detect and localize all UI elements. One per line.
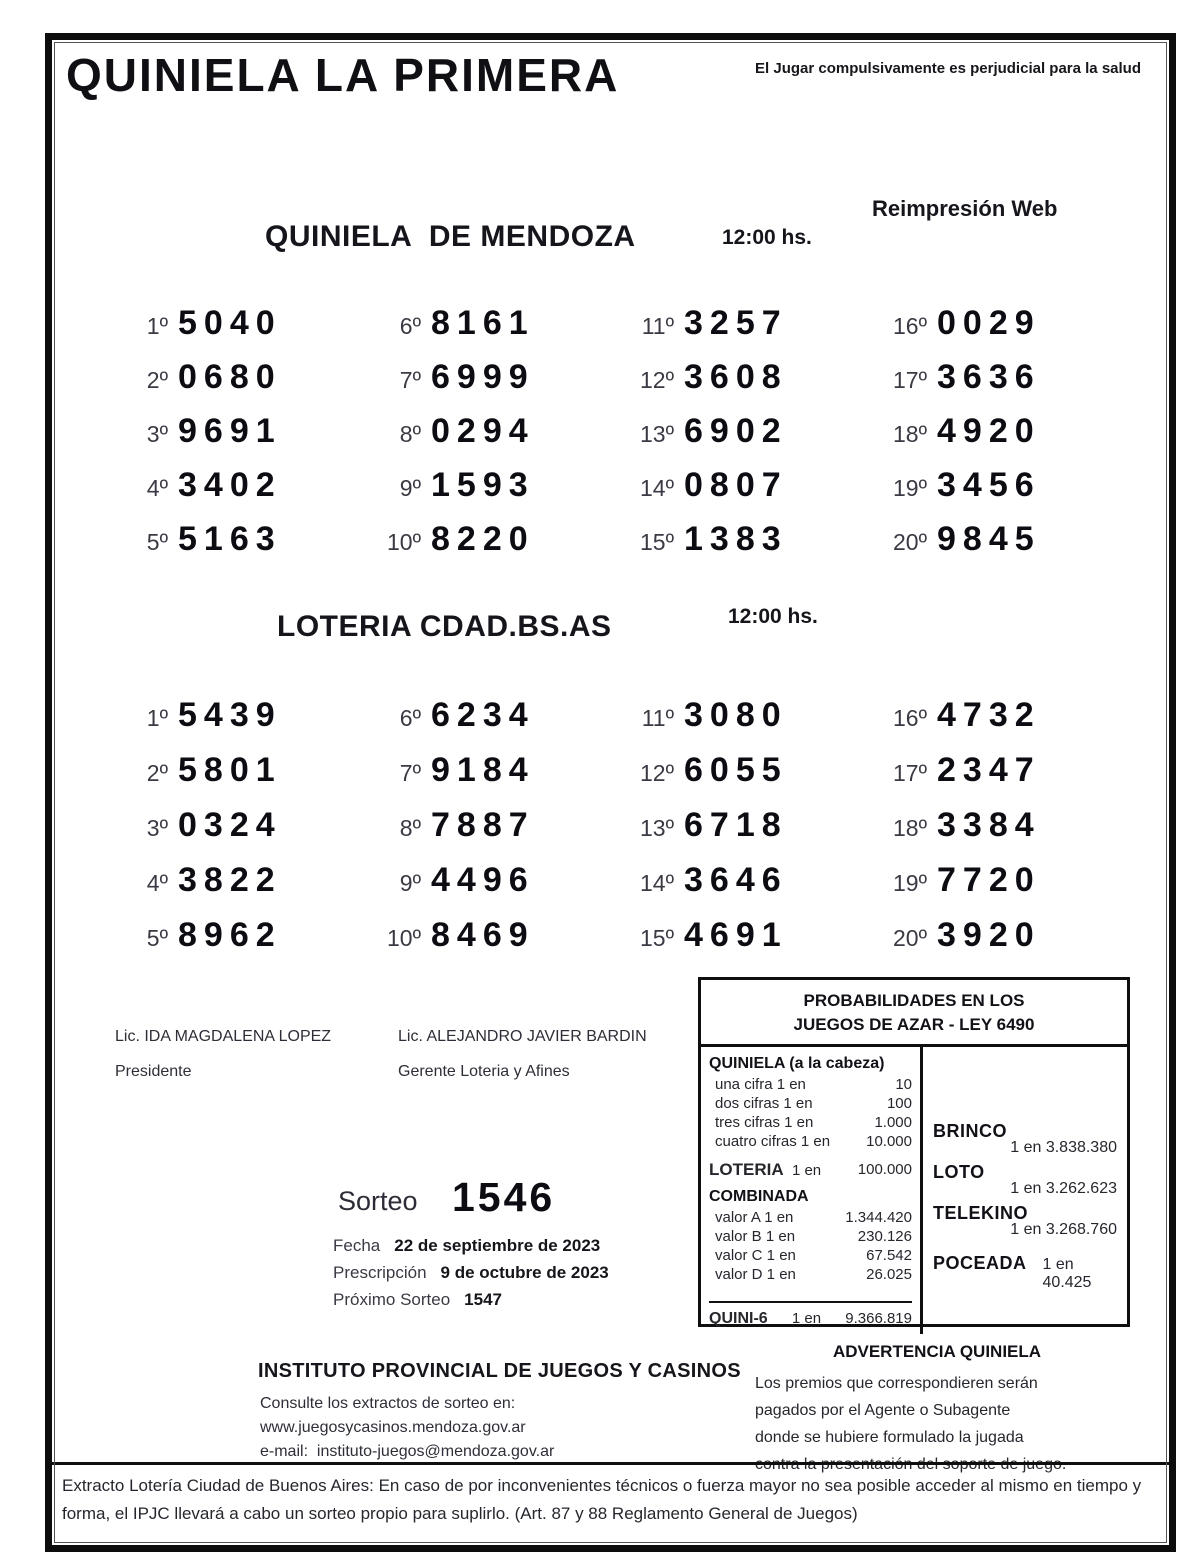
odds-label: dos cifras 1 en (715, 1095, 813, 1112)
result-rank: 19º (893, 870, 927, 896)
probabilities-box (698, 977, 1130, 1327)
odds-value: 26.025 (866, 1266, 912, 1283)
result-rank: 10º (387, 925, 421, 951)
result-number: 4732 (937, 696, 1041, 734)
sorteo-number: 1546 (452, 1174, 556, 1220)
result-entry (871, 404, 1124, 458)
poceada-odds (933, 1253, 1117, 1292)
odds-row (709, 1132, 912, 1151)
result-entry (365, 350, 618, 404)
result-entry (871, 743, 1124, 798)
loto-label: LOTO (933, 1162, 985, 1182)
draw-time-bsas: 12:00 hs. (728, 605, 818, 628)
quiniela-odds-rows (709, 1075, 912, 1151)
telekino-odds (933, 1203, 1117, 1239)
telekino-label: TELEKINO (933, 1203, 1029, 1223)
result-number: 0029 (937, 304, 1041, 342)
poceada-label: POCEADA (933, 1253, 1027, 1273)
result-rank: 1º (146, 705, 168, 731)
result-entry (871, 458, 1124, 512)
odds-label: valor A 1 en (715, 1209, 794, 1226)
combinada-odds-heading: COMBINADA (709, 1188, 809, 1205)
result-entry (112, 743, 365, 798)
odds-row (709, 1075, 912, 1094)
result-rank: 1º (146, 313, 168, 339)
result-rank: 12º (640, 367, 674, 393)
result-entry (871, 350, 1124, 404)
result-entry (112, 798, 365, 853)
odds-value: 1.344.420 (845, 1209, 912, 1226)
result-entry (871, 798, 1124, 853)
result-entry (618, 798, 871, 853)
sorteo-detail-row (333, 1232, 609, 1259)
brinco-odds (933, 1121, 1117, 1157)
advertencia-title: ADVERTENCIA QUINIELA (832, 1342, 1042, 1361)
result-number: 3822 (178, 861, 282, 899)
result-entry (112, 458, 365, 512)
result-entry (365, 798, 618, 853)
result-entry (618, 296, 871, 350)
result-rank: 13º (640, 815, 674, 841)
result-number: 4496 (431, 861, 535, 899)
institute-contact-line: www.juegosycasinos.mendoza.gov.ar (260, 1419, 526, 1436)
odds-row (709, 1113, 912, 1132)
result-number: 4691 (684, 916, 788, 954)
result-rank: 11º (641, 313, 674, 339)
odds-row (709, 1265, 912, 1284)
probabilities-title-line2: JUEGOS DE AZAR - LEY 6490 (793, 1015, 1035, 1034)
result-number: 8469 (431, 916, 535, 954)
odds-label: valor D 1 en (715, 1266, 796, 1283)
result-rank: 8º (399, 815, 421, 841)
result-entry (871, 688, 1124, 743)
result-number: 1383 (684, 520, 788, 558)
quini6-odds-value: 9.366.819 (845, 1310, 912, 1327)
result-rank: 4º (146, 870, 168, 896)
brinco-label: BRINCO (933, 1121, 1007, 1141)
loto-odds (933, 1162, 1117, 1198)
advertencia-line: donde se hubiere formulado la jugada (755, 1429, 1024, 1446)
telekino-value: 1 en 3.268.760 (1010, 1221, 1117, 1238)
result-number: 3608 (684, 358, 788, 396)
result-number: 0324 (178, 806, 282, 844)
result-entry (112, 296, 365, 350)
draw-title-bsas: LOTERIA CDAD.BS.AS (277, 610, 612, 643)
result-number: 9184 (431, 751, 535, 789)
combinada-odds-rows (709, 1208, 912, 1284)
odds-row (709, 1246, 912, 1265)
result-entry (871, 853, 1124, 908)
result-number: 5163 (178, 520, 282, 558)
result-entry (365, 404, 618, 458)
result-rank: 11º (641, 705, 674, 731)
result-rank: 20º (893, 925, 927, 951)
institute-contact-lines (260, 1392, 554, 1464)
institute-contact-line: e-mail: instituto-juegos@mendoza.gov.ar (260, 1443, 555, 1460)
result-rank: 17º (893, 367, 927, 393)
signature-manager-role: Gerente Loteria y Afines (398, 1063, 570, 1080)
result-number: 6718 (684, 806, 788, 844)
result-entry (112, 853, 365, 908)
sorteo-detail-value: 9 de octubre de 2023 (440, 1263, 609, 1282)
result-number: 8161 (431, 304, 535, 342)
result-entry (365, 458, 618, 512)
odds-label: una cifra 1 en (715, 1076, 806, 1093)
result-rank: 6º (399, 313, 421, 339)
result-number: 3920 (937, 916, 1041, 954)
result-number: 9691 (178, 412, 282, 450)
result-number: 3402 (178, 466, 282, 504)
result-rank: 7º (399, 760, 421, 786)
odds-value: 100 (886, 1095, 912, 1112)
result-entry (365, 296, 618, 350)
result-rank: 3º (146, 421, 168, 447)
result-rank: 9º (399, 475, 421, 501)
signature-manager-name: Lic. ALEJANDRO JAVIER BARDIN (398, 1028, 647, 1045)
result-rank: 9º (399, 870, 421, 896)
result-entry (112, 688, 365, 743)
result-rank: 5º (146, 529, 168, 555)
quini6-odds-mid: 1 en (791, 1310, 822, 1327)
quini6-odds-row (709, 1301, 912, 1328)
result-rank: 13º (640, 421, 674, 447)
odds-label: tres cifras 1 en (715, 1114, 814, 1131)
result-entry (618, 908, 871, 963)
result-rank: 7º (399, 367, 421, 393)
result-entry (112, 908, 365, 963)
result-number: 0807 (684, 466, 788, 504)
result-entry (112, 350, 365, 404)
result-entry (112, 512, 365, 566)
draw-title-mendoza: QUINIELA DE MENDOZA (265, 220, 636, 253)
probabilities-title (701, 980, 1127, 1047)
sorteo-details (333, 1232, 609, 1313)
result-entry (365, 688, 618, 743)
result-number: 7887 (431, 806, 535, 844)
sorteo-detail-value: 22 de septiembre de 2023 (394, 1236, 601, 1255)
result-rank: 14º (640, 870, 674, 896)
odds-value: 10.000 (866, 1133, 912, 1150)
result-number: 5801 (178, 751, 282, 789)
institute-contact-line: Consulte los extractos de sorteo en: (260, 1395, 516, 1412)
result-entry (365, 908, 618, 963)
signature-president-role: Presidente (115, 1063, 192, 1080)
result-entry (365, 512, 618, 566)
result-rank: 12º (640, 760, 674, 786)
result-number: 6902 (684, 412, 788, 450)
results-grid-bsas (112, 688, 1124, 966)
result-rank: 20º (893, 529, 927, 555)
result-rank: 3º (146, 815, 168, 841)
odds-label: cuatro cifras 1 en (715, 1133, 831, 1150)
probabilities-left-column (701, 1047, 923, 1334)
result-entry (618, 512, 871, 566)
document-sheet (45, 33, 1176, 1552)
result-number: 6055 (684, 751, 788, 789)
result-number: 3080 (684, 696, 788, 734)
result-rank: 10º (387, 529, 421, 555)
sorteo-detail-row (333, 1259, 609, 1286)
sorteo-detail-label: Prescripción (333, 1263, 427, 1282)
result-number: 6234 (431, 696, 535, 734)
result-number: 5040 (178, 304, 282, 342)
result-number: 2347 (937, 751, 1041, 789)
result-number: 5439 (178, 696, 282, 734)
result-entry (871, 296, 1124, 350)
results-grid-mendoza (112, 296, 1124, 567)
sorteo-label: Sorteo (338, 1186, 418, 1216)
odds-value: 230.126 (857, 1228, 912, 1245)
result-rank: 19º (893, 475, 927, 501)
odds-label: valor C 1 en (715, 1247, 796, 1264)
result-rank: 14º (640, 475, 674, 501)
result-entry (365, 853, 618, 908)
probabilities-right-column (923, 1047, 1127, 1334)
footer-legal-line: Extracto Lotería Ciudad de Buenos Aires: En caso de por inconvenientes técnicos o fuerza mayor no sea posible acceder al mismo en tiempo y (62, 1476, 1142, 1495)
sorteo-detail-label: Próximo Sorteo (333, 1290, 451, 1309)
result-entry (618, 404, 871, 458)
result-rank: 16º (893, 313, 927, 339)
result-number: 0294 (431, 412, 535, 450)
result-rank: 6º (399, 705, 421, 731)
result-number: 1593 (431, 466, 535, 504)
result-number: 3636 (937, 358, 1041, 396)
result-rank: 8º (399, 421, 421, 447)
result-number: 4920 (937, 412, 1041, 450)
result-entry (618, 458, 871, 512)
result-entry (618, 350, 871, 404)
advertencia-line: Los premios que correspondieren serán (755, 1375, 1038, 1392)
advertencia-line: contra la presentación del soporte de juego. (755, 1456, 1067, 1473)
result-rank: 5º (146, 925, 168, 951)
brinco-value: 1 en 3.838.380 (1010, 1139, 1117, 1156)
page-title: QUINIELA LA PRIMERA (66, 49, 620, 101)
loteria-odds-value: 100.000 (857, 1161, 912, 1178)
result-number: 7720 (937, 861, 1041, 899)
probabilities-title-line1: PROBABILIDADES EN LOS (803, 991, 1025, 1010)
odds-row (709, 1208, 912, 1227)
result-rank: 2º (146, 760, 168, 786)
result-number: 8220 (431, 520, 535, 558)
result-rank: 4º (146, 475, 168, 501)
result-rank: 18º (893, 421, 927, 447)
odds-row (709, 1227, 912, 1246)
result-number: 6999 (431, 358, 535, 396)
result-entry (365, 743, 618, 798)
result-entry (618, 853, 871, 908)
odds-row (709, 1094, 912, 1113)
result-rank: 18º (893, 815, 927, 841)
poceada-value: 1 en 40.425 (1042, 1256, 1092, 1291)
result-number: 8962 (178, 916, 282, 954)
result-entry (618, 743, 871, 798)
sorteo-detail-label: Fecha (333, 1236, 381, 1255)
result-number: 3646 (684, 861, 788, 899)
advertencia-line: pagados por el Agente o Subagente (755, 1402, 1011, 1419)
odds-value: 67.542 (866, 1247, 912, 1264)
footer-legal-line: forma, el IPJC llevará a cabo un sorteo propio para suplirlo. (Art. 87 y 88 Reglamento General de Juegos) (62, 1504, 858, 1523)
quini6-odds-label: QUINI-6 (709, 1310, 768, 1327)
loteria-odds-row (709, 1160, 912, 1181)
result-rank: 2º (146, 367, 168, 393)
result-number: 3456 (937, 466, 1041, 504)
health-warning-text: El Jugar compulsivamente es perjudicial para la salud (755, 60, 1141, 77)
result-rank: 15º (640, 925, 674, 951)
quiniela-odds-heading: QUINIELA (a la cabeza) (709, 1055, 885, 1072)
result-number: 9845 (937, 520, 1041, 558)
footer-legal-text (62, 1472, 1141, 1528)
result-entry (871, 512, 1124, 566)
footer-divider (52, 1462, 1169, 1465)
result-number: 3257 (684, 304, 788, 342)
odds-value: 10 (895, 1076, 912, 1093)
result-entry (871, 908, 1124, 963)
loteria-odds-label: LOTERIA (709, 1160, 784, 1179)
reimpresion-web-label: Reimpresión Web (872, 196, 1058, 221)
result-entry (618, 688, 871, 743)
odds-value: 1.000 (874, 1114, 912, 1131)
sorteo-detail-value: 1547 (464, 1290, 502, 1309)
result-rank: 17º (893, 760, 927, 786)
signature-president-name: Lic. IDA MAGDALENA LOPEZ (115, 1028, 332, 1045)
loteria-odds-mid: 1 en (791, 1162, 822, 1179)
institute-name: INSTITUTO PROVINCIAL DE JUEGOS Y CASINOS (258, 1360, 741, 1382)
result-rank: 16º (893, 705, 927, 731)
loto-value: 1 en 3.262.623 (1010, 1180, 1117, 1197)
result-entry (112, 404, 365, 458)
result-number: 0680 (178, 358, 282, 396)
odds-label: valor B 1 en (715, 1228, 796, 1245)
result-rank: 15º (640, 529, 674, 555)
draw-time-mendoza: 12:00 hs. (722, 226, 812, 249)
result-number: 3384 (937, 806, 1041, 844)
sorteo-detail-row (333, 1286, 609, 1313)
